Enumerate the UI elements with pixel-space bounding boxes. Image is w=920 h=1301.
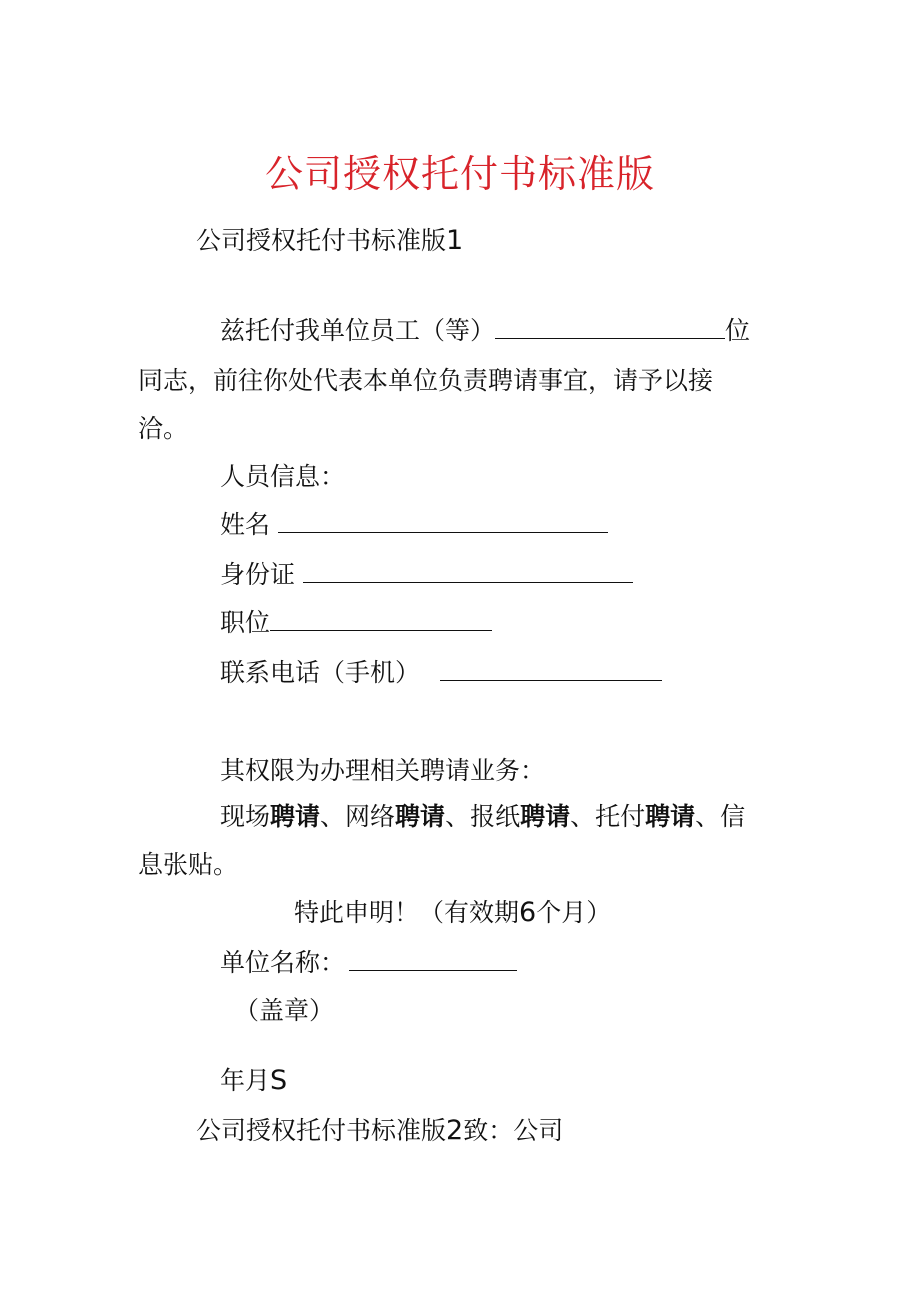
section-heading-2-addressee: 致：公司 xyxy=(463,1116,564,1145)
unit-name-label: 单位名称： xyxy=(220,948,346,977)
info-heading: 人员信息： xyxy=(220,462,346,491)
date-mark: S xyxy=(270,1065,288,1096)
scope-item-2-prefix: 、网络 xyxy=(320,802,396,831)
phone-blank xyxy=(440,658,662,681)
scope-item-4-prefix: 、托付 xyxy=(570,802,646,831)
section-heading-1 xyxy=(196,226,463,256)
scope-item-4-bold: 聘请 xyxy=(645,802,696,831)
name-label: 姓名 xyxy=(220,510,271,539)
section-heading-1-number: 1 xyxy=(446,225,464,256)
intro-line-2: 同志，前往你处代表本单位负责聘请事宜，请予以接 xyxy=(138,366,714,395)
seal-note: （盖章） xyxy=(234,996,335,1025)
id-label: 身份证 xyxy=(220,560,296,589)
delegate-count-blank xyxy=(495,316,725,339)
intro-line-1 xyxy=(220,316,750,346)
position-blank xyxy=(270,608,492,631)
phone-row xyxy=(220,658,662,688)
section-heading-2-text: 公司授权托付书标准版 xyxy=(196,1116,447,1145)
id-blank xyxy=(303,560,633,583)
scope-item-1-prefix: 现场 xyxy=(220,802,271,831)
scope-item-1-bold: 聘请 xyxy=(270,802,321,831)
unit-name-blank xyxy=(349,948,517,971)
scope-line-1 xyxy=(220,802,745,832)
scope-item-2-bold: 聘请 xyxy=(395,802,446,831)
name-blank xyxy=(278,510,608,533)
id-row xyxy=(220,560,633,590)
scope-tail: 、信 xyxy=(695,802,746,831)
name-row xyxy=(220,510,608,540)
date-text: 年月 xyxy=(220,1066,271,1095)
validity-months: 6 xyxy=(519,897,537,928)
section-heading-2 xyxy=(196,1116,563,1146)
date-row xyxy=(220,1066,287,1096)
scope-line-2: 息张贴。 xyxy=(138,850,239,879)
declaration-text-1: 特此申明！（有效期 xyxy=(294,898,520,927)
scope-item-3-bold: 聘请 xyxy=(520,802,571,831)
declaration xyxy=(294,898,611,928)
declaration-text-2: 个月） xyxy=(536,898,612,927)
document-title: 公司授权托付书标准版 xyxy=(264,152,655,196)
section-heading-2-number: 2 xyxy=(446,1115,464,1146)
intro-text-2: 位 xyxy=(725,316,751,345)
position-label: 职位 xyxy=(220,608,271,637)
section-heading-1-text: 公司授权托付书标准版 xyxy=(196,226,447,255)
position-row xyxy=(220,608,492,638)
unit-name-row xyxy=(220,948,517,978)
scope-item-3-prefix: 、报纸 xyxy=(445,802,521,831)
intro-line-3: 洽。 xyxy=(138,414,189,443)
scope-heading: 其权限为办理相关聘请业务： xyxy=(220,756,546,785)
phone-label: 联系电话（手机） xyxy=(220,658,421,687)
intro-text-1: 兹托付我单位员工（等） xyxy=(220,316,496,345)
